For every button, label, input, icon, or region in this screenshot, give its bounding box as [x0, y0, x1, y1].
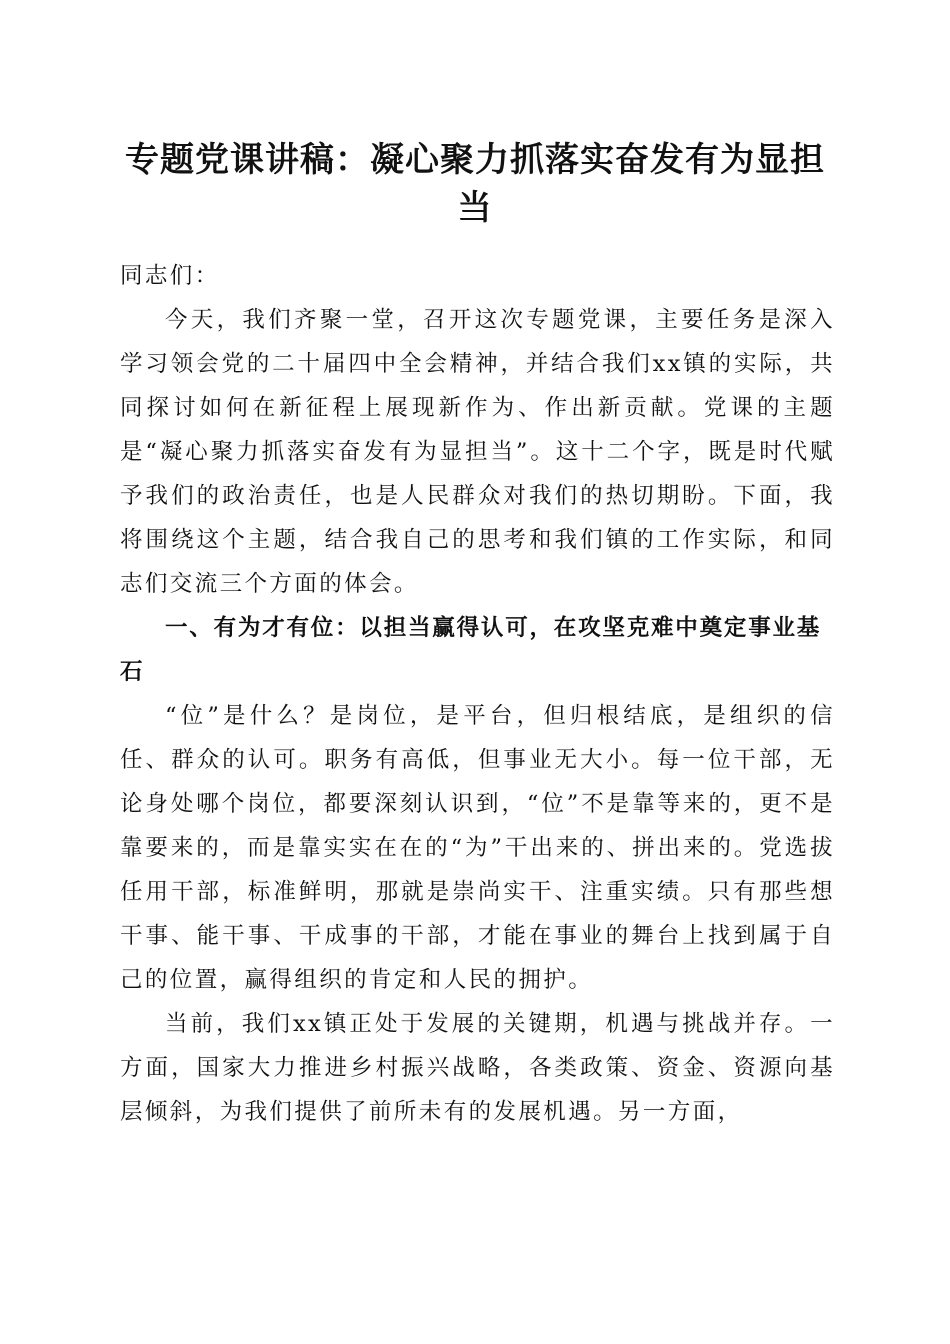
paragraph-current-situation: 当前，我们xx镇正处于发展的关键期，机遇与挑战并存。一方面，国家大力推进乡村振兴战略，各类政策、资金、资源向基层倾斜，为我们提供了前所未有的发展机遇。另一方面， — [120, 1011, 835, 1125]
paragraph-intro: 今天，我们齐聚一堂，召开这次专题党课，主要任务是深入学习领会党的二十届四中全会精神，并结合我们xx镇的实际，共同探讨如何在新征程上展现新作为、作出新贡献。党课的主题是“凝心聚力抓落实奋发有为显担当”。这十二个字，既是时代赋予我们的政治责任，也是人民群众对我们的热切期盼。下面，我将围绕这个主题，结合我自己的思考和我们镇的工作实际，和同志们交流三个方面的体会。 — [120, 307, 835, 597]
salutation: 同志们： — [120, 263, 220, 289]
section-heading-1: 一、有为才有位：以担当赢得认可，在攻坚克难中奠定事业基石 — [120, 615, 822, 685]
document-title: 专题党课讲稿：凝心聚力抓落实奋发有为显担当 — [125, 140, 825, 228]
paragraph-position: “位”是什么？是岗位，是平台，但归根结底，是组织的信任、群众的认可。职务有高低，但事业无大小。每一位干部，无论身处哪个岗位，都要深刻认识到，“位”不是靠等来的，更不是靠要来的，而是靠实实在在的“为”干出来的、拼出来的。党选拔任用干部，标准鲜明，那就是崇尚实干、注重实绩。只有那些想干事、能干事、干成事的干部，才能在事业的舞台上找到属于自己的位置，赢得组织的肯定和人民的拥护。 — [120, 703, 835, 993]
document-body — [120, 254, 835, 1134]
